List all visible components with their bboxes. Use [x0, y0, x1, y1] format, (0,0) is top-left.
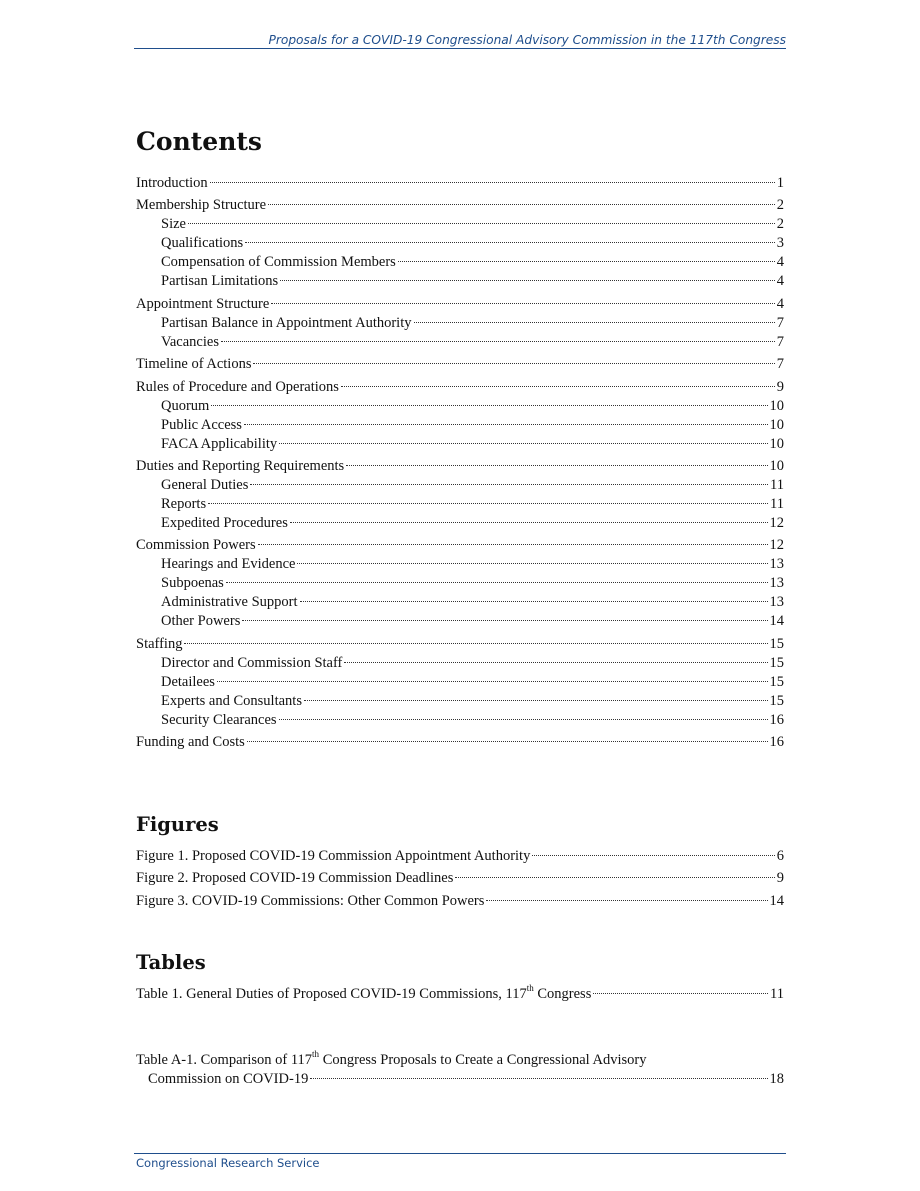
toc-entry-page: 6 [776, 848, 784, 864]
tables-heading: Tables [136, 951, 206, 974]
table-1-title-end: Congress [533, 986, 592, 1002]
toc-entry-title: Funding and Costs [136, 734, 245, 751]
dot-leader [341, 386, 775, 387]
dot-leader [271, 303, 774, 304]
running-header: Proposals for a COVID-19 Congressional Advisory Commission in the 117th Congress [268, 33, 786, 47]
toc-entry-title: Qualifications [161, 235, 244, 252]
toc-entry-qualifications[interactable] [136, 234, 784, 253]
contents-heading: Contents [136, 127, 263, 156]
dot-leader [414, 322, 775, 323]
ordinal-suffix: th [312, 1049, 320, 1060]
toc-entry-commission-powers[interactable] [136, 536, 784, 555]
toc-entry-subpoenas[interactable] [136, 574, 784, 593]
toc-entry-title: Quorum [161, 397, 210, 414]
table-a1-title-end: Congress Proposals to Create a Congressional Advisory [319, 1052, 647, 1068]
dot-leader [280, 280, 775, 281]
toc-entry-introduction[interactable] [136, 174, 784, 193]
toc-entry-reports[interactable] [136, 495, 784, 514]
toc-entry-page: 15 [769, 654, 784, 671]
dot-leader [245, 242, 775, 243]
tables-list [136, 985, 784, 1089]
dot-leader [290, 522, 768, 523]
toc-entry-faca-applicability[interactable] [136, 435, 784, 454]
toc-entry-table-a1[interactable] [136, 1051, 784, 1089]
toc-entry-page: 13 [769, 594, 784, 611]
toc-entry-title: Figure 3. COVID-19 Commissions: Other Common Powers [136, 892, 485, 909]
toc-entry-page: 10 [769, 457, 784, 474]
toc-entry-title: Compensation of Commission Members [161, 254, 396, 271]
dot-leader [208, 503, 768, 504]
toc-entry-expedited-procedures[interactable] [136, 514, 784, 533]
toc-entry-title: Hearings and Evidence [161, 556, 296, 573]
toc-entry-figure-3[interactable] [136, 892, 784, 911]
toc-entry-title: Membership Structure [136, 197, 267, 214]
toc-entry-page: 14 [769, 613, 784, 630]
toc-entry-page: 10 [769, 416, 784, 433]
toc-entry-title: Detailees [161, 673, 215, 690]
toc-entry-page: 11 [770, 476, 784, 493]
toc-entry-title: Commission Powers [136, 537, 256, 554]
toc-entry-page: 11 [770, 986, 784, 1002]
dot-leader [268, 204, 775, 205]
toc-entry-title-line1 [136, 1051, 784, 1070]
toc-entry-title: Figure 1. Proposed COVID-19 Commission Appointment Authority [136, 848, 531, 864]
toc-entry-vacancies[interactable] [136, 333, 784, 352]
toc-entry-page: 15 [769, 635, 784, 652]
toc-entry-public-access[interactable] [136, 416, 784, 435]
toc-entry-page: 10 [769, 435, 784, 452]
toc-entry-page: 14 [769, 892, 784, 909]
dot-leader [346, 465, 767, 466]
toc-entry-title: Experts and Consultants [161, 692, 302, 709]
contents-list [136, 174, 784, 752]
dot-leader [279, 719, 768, 720]
toc-entry-title: FACA Applicability [161, 435, 278, 452]
toc-entry-page: 4 [776, 254, 784, 271]
dot-leader [310, 1078, 767, 1079]
toc-entry-title: Other Powers [161, 613, 241, 630]
toc-entry-general-duties[interactable] [136, 476, 784, 495]
dot-leader [258, 544, 768, 545]
dot-leader [217, 681, 768, 682]
toc-entry-title: Director and Commission Staff [161, 654, 343, 671]
toc-entry-compensation-of-commission-members[interactable] [136, 253, 784, 272]
header-rule [134, 48, 786, 49]
toc-entry-membership-structure[interactable] [136, 196, 784, 215]
toc-entry-title: Timeline of Actions [136, 356, 252, 373]
toc-entry-funding-and-costs[interactable] [136, 733, 784, 752]
toc-entry-page: 11 [770, 495, 784, 512]
toc-entry-page: 13 [769, 556, 784, 573]
toc-entry-title: General Duties [161, 476, 249, 493]
footer-rule [134, 1153, 786, 1154]
dot-leader [297, 563, 767, 564]
toc-entry-page: 1 [776, 175, 784, 191]
toc-entry-title: Reports [161, 495, 207, 512]
dot-leader [250, 484, 768, 485]
dot-leader [593, 993, 768, 994]
figures-heading: Figures [136, 813, 219, 836]
toc-entry-page: 10 [769, 397, 784, 414]
toc-entry-size[interactable] [136, 215, 784, 234]
toc-entry-title: Public Access [161, 416, 242, 433]
toc-entry-page: 2 [776, 216, 784, 233]
toc-entry-experts-and-consultants[interactable] [136, 692, 784, 711]
toc-entry-page: 7 [776, 333, 784, 350]
toc-entry-page: 7 [776, 356, 784, 373]
dot-leader [211, 405, 767, 406]
table-1-title-start: Table 1. General Duties of Proposed COVID-19 Commissions, 117 [136, 986, 527, 1002]
toc-entry-title: Partisan Limitations [161, 273, 279, 290]
dot-leader [247, 741, 768, 742]
toc-entry-page: 4 [776, 273, 784, 290]
toc-entry-figure-1[interactable] [136, 847, 784, 866]
toc-entry-title [136, 985, 591, 1004]
dot-leader [532, 855, 774, 856]
dot-leader [300, 601, 768, 602]
toc-entry-title: Figure 2. Proposed COVID-19 Commission Deadlines [136, 870, 454, 887]
toc-entry-partisan-balance-in-appointment-authority[interactable] [136, 314, 784, 333]
toc-entry-administrative-support[interactable] [136, 593, 784, 612]
toc-entry-staffing[interactable] [136, 635, 784, 654]
dot-leader [221, 341, 775, 342]
toc-entry-rules-of-procedure-and-operations[interactable] [136, 378, 784, 397]
toc-entry-partisan-limitations[interactable] [136, 272, 784, 291]
toc-entry-title: Subpoenas [161, 575, 224, 592]
dot-leader [244, 424, 768, 425]
toc-entry-figure-2[interactable] [136, 869, 784, 888]
dot-leader [210, 182, 775, 183]
dot-leader [398, 261, 775, 262]
toc-entry-page: 12 [769, 514, 784, 531]
toc-entry-page: 18 [769, 1071, 784, 1087]
toc-entry-page: 16 [769, 711, 784, 728]
toc-entry-duties-and-reporting-requirements[interactable] [136, 457, 784, 476]
toc-entry-timeline-of-actions[interactable] [136, 355, 784, 374]
dot-leader [279, 443, 767, 444]
table-a1-title-start: Table A-1. Comparison of 117 [136, 1052, 313, 1068]
toc-entry-page: 2 [776, 197, 784, 214]
dot-leader [226, 582, 768, 583]
toc-entry-title: Duties and Reporting Requirements [136, 457, 345, 474]
toc-entry-title: Staffing [136, 635, 183, 652]
toc-entry-security-clearances[interactable] [136, 711, 784, 730]
toc-entry-title: Introduction [136, 175, 208, 191]
dot-leader [486, 900, 767, 901]
toc-entry-page: 4 [776, 295, 784, 312]
dot-leader [188, 223, 775, 224]
toc-entry-page: 16 [769, 734, 784, 751]
dot-leader [253, 363, 774, 364]
dot-leader [344, 662, 767, 663]
toc-entry-hearings-and-evidence[interactable] [136, 555, 784, 574]
toc-entry-title: Appointment Structure [136, 295, 270, 312]
dot-leader [455, 877, 774, 878]
dot-leader [184, 643, 767, 644]
toc-entry-table-1[interactable] [136, 985, 784, 1004]
toc-entry-page: 3 [776, 235, 784, 252]
dot-leader [242, 620, 767, 621]
toc-entry-page: 9 [776, 378, 784, 395]
footer-publisher: Congressional Research Service [136, 1156, 320, 1170]
toc-entry-page: 13 [769, 575, 784, 592]
toc-entry-page: 7 [776, 314, 784, 331]
toc-entry-title: Vacancies [161, 333, 219, 350]
figures-list [136, 847, 784, 911]
dot-leader [304, 700, 768, 701]
toc-entry-director-and-commission-staff[interactable] [136, 654, 784, 673]
toc-entry-page: 12 [769, 537, 784, 554]
toc-entry-title: Rules of Procedure and Operations [136, 378, 339, 395]
toc-entry-page: 15 [769, 673, 784, 690]
toc-entry-title: Security Clearances [161, 711, 277, 728]
toc-entry-title: Size [161, 216, 186, 233]
toc-entry-title: Administrative Support [161, 594, 298, 611]
toc-entry-title-line2: Commission on COVID-19 [148, 1071, 309, 1087]
toc-entry-detailees[interactable] [136, 673, 784, 692]
toc-entry-quorum[interactable] [136, 397, 784, 416]
toc-entry-page: 9 [776, 870, 784, 887]
toc-entry-appointment-structure[interactable] [136, 295, 784, 314]
toc-entry-title: Expedited Procedures [161, 514, 288, 531]
toc-entry-page: 15 [769, 692, 784, 709]
toc-entry-other-powers[interactable] [136, 612, 784, 631]
ordinal-suffix: th [526, 983, 534, 994]
toc-entry-title: Partisan Balance in Appointment Authority [161, 314, 412, 331]
